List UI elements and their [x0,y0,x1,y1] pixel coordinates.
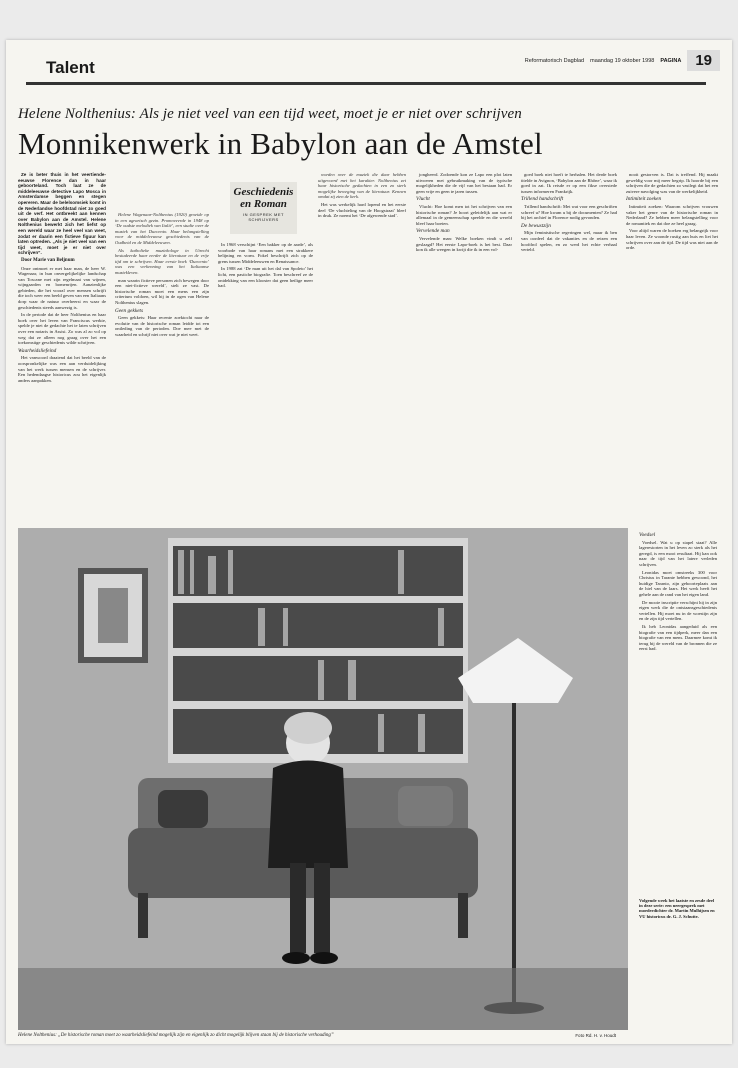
masthead [525,50,720,71]
text-column-2 [115,212,209,512]
paragraph: In 1968 verschijnt ‘Een bakker op de aarde’, als voorbode van haar romans met een strakkere belijning en vorm. Fokel beschrijft zich op de grens tussen Middeleeuwen en Renaissance. [218,242,313,264]
paragraph: Voor altijd waren de boeken erg belangrijk voor haar leven. Ze woonde rustig aan huis en liet het schrijven over aan de tijd. De tijd was niet aan de orde. [626,228,718,251]
side-text [639,530,717,890]
article-lead: Ze is beter thuis in het veertiende-eeuwse Florence dan in haar geboorteland. Toch laat ze de middeleeuwse detective Lapo Mosca in Amsterdamse beggen en stegen opereren. Maar de belelsomsiek komt in de Nederlandse hoofdstad niet zo goed uit de verf. Het ontbreekt aan kennen over Babylon aan de Amstel. Helene Nolthenius bewerkt zich het liefst op een wereld waar ze heel veel van weet, zodat er daarin een fictieve figuur kan laten optreden. „Als je niet veel van een tijd weet, moet je er niet over schrijven”. [18,172,106,256]
paragraph: Trillend handschrift: Met wat voor een geschriften schreef u? Hoe kwam u bij de documenten? Ze had bij het archief in Florence nodig gevonden. [521,203,617,221]
section-header [32,50,112,80]
paper-name: Reformatorisch Dagblad [524,57,585,64]
newspaper-page [6,40,732,1044]
paragraph: Geen gekkets: Haar recente zoektocht naar de evolutie van de historische roman leidde tot een ontleding van de perioden. Doe mee met de waarheid en schrijf niet over wat je niet weet. [115,315,209,337]
paragraph: Vervelende man: Welke boeken vindt u zelf geslaagd? Het eerste Lapo-boek is het best. Daar kon ik alle weegen in kwijt die ik in een vol- [416,235,512,253]
paragraph: In de periode dat de heer Nolthenius en haar boek over het leven van Franciscus werkte, spelde je niet de gedachte het te laten schrijven over een notaris in Assisi. Zo was al zo vol op weg dat ze alleen nog graag over het een toekomstige geschiedenis wilde schrijven. [18,312,106,346]
paragraph: Als katholieke muziekologe in Utrecht bestudeerde haar eerder de literatuur en de vrije tijd om te schrijven. Haar eerste boek ‘Duecento’ was een verkenning van het Italiaanse muziekleven. [115,247,209,275]
series-infobox [230,182,297,234]
photo-caption: Helene Nolthenius: „De historische roman moet zo waarheidsliefeind mogelijk zijn en eigenlijk zo dicht mogelijk blijven staan bij de historische verhouding” [18,1033,334,1038]
paragraph: Helene Wagenaar-Nolthenius (1920) groeide op in een agrarisch gezin. Promoveerde in 1948 op ‘De oudste melodiek van Italië’, een studie over de muziek van het Duecento. Haar belangstelling voor de middeleeuwse geschiedenis van de Oudheid en de Middeleeuwen. [115,212,209,245]
text-column-6 [521,172,617,512]
paragraph: Leonidas moet omstreeks 300 voor Christus in Tarante hebben gewoond, het huidige Taranto, zijn geboorteplaats aan de hiel van de laars. Het werk heeft het gehele aan de rand van het eigen land. [639,569,717,597]
text-column-1 [18,172,106,512]
photo-credit: Foto Rd. H. v. Houdt [575,1033,616,1038]
text-column-7 [626,172,718,512]
paragraph: Intimiteit zoeken: Waarom schrijven vrouwen vaker het genre van de historische roman in Nederland? Ze hebben meer belangstelling voor de romantiek en dat doe ze heel graag. [626,203,718,226]
text-column-side [639,530,717,919]
subhead: Waarheidsliefeind [18,347,57,354]
infobox-title: Geschiedenis en Roman [233,186,294,210]
paragraph: Het was werkelijk hard lopend en het eerste deel ‘De vluchteling van de Hoogstraat’ bleef in druk. Ze noemt het ‘De afgewende stad’. [318,201,406,219]
paragraph: man waarin fictieve personen zich bewegen door een niet-fictieve wereld’, stelt ze vast. De historische roman moet een mens een zijn criterium voldoen, wil hij in de ogen van Helene Nolthenius slagen. [115,277,209,305]
text-column-5 [416,172,512,512]
paragraph: goed boek niet hoeft te herhalen. Het derde boek titelde in Avignon, ‘Babylon aan de Rhône’, waar ik goed in zat. Ik reisde er op een fikse overstede tussen informeren Frankrijk. [521,172,617,194]
paragraph: Het vanwoord draaiend dat het beeld van de oorspronkelijke was een aan verduidelijking van het werk tussen mensen en de schrijver. Een hedendaagse historicus zou het eigenlijk anders aanpakken. [18,355,106,383]
subhead: Trillend handschrift [521,196,564,203]
section-label: Talent [46,58,95,77]
page-number: 19 [695,52,712,69]
paragraph: Vlucht: Hoe komt men tot het schrijven van een historische roman? Je hoort geleidelijk aan wat er allemaal in de gemeenschap speelde en die wereld bleef haar boeien. [416,203,512,226]
paragraph: Onze ontmoet er met haar man, de heer W. Wagenaar, in hun onvergelijkelijke landschap van Toscane met zijn regelmaat van wijnen, wijngaarden en bomenrijen. Aanzienlijke gebieden, die het vooral over mensen schrijft die toch weer een beeld geven van een Italiaans dorp waar de natuur overheerst en waar de geschiedenis steeds aanwezig is. [18,265,106,310]
subhead: De bewustzijn [521,222,551,229]
paragraph: In 1988 zat ‘De man uit het dal van Spoleto’ het licht, een pastiche biografie. Toen beschreef ze de ontdekking van een klooster dat geen heilige meer had. [218,266,313,289]
issue-date: maandag 19 oktober 1998 [590,57,655,64]
paragraph: jongheerd. Zodoende kon ze Lapo een plot laten uitvoeren met gebruikmaking van de typische mogelijkheden die de vijf van het bestaan had. Er geen vrije en geen te jaren tussen. [416,172,512,194]
paragraph: nooit gestorven is. Dat is treffend. Hij maakt geweldig voor mij meer begrip. Ik hoorde bij een schrijven die de gedachten zo vastlegt dat het een zuivere navolging was van de werkelijkheid. [626,172,718,194]
subhead: Vervelende man [416,228,450,235]
byline: Door Marie van Beljnum [21,257,75,263]
infobox-subtitle: IN GESPREK MET SCHRIJVERS [242,212,284,222]
paragraph: De mooie inscriptie verschijnt hij in zijn eigen werk die de ontstaansgeschiedenis vertellen. Hij moet nu in de woestijn zijn en de zijn tijd vertellen. [639,599,717,622]
page-label: PAGINA [660,57,682,64]
paragraph: worden over de muziek die daar hebben uitgevoerd met het karakter. Nolthenius zet haar historische gedachten in een zo sterk mogelijke beweging van de literatuur. Kennen omdat zij zien de kerk. [318,172,406,200]
subhead: Vlucht [416,196,430,203]
subhead: Geen gekkets [115,307,144,314]
article-kicker: Helene Nolthenius: Als je niet veel van een tijd weet, moet je er niet over schrijven [18,106,522,122]
subhead: Voedsel [639,532,656,538]
text-column-3 [218,242,313,512]
portrait-photo [18,528,628,1030]
text-column-4 [318,172,406,512]
paragraph: Ik heb Leonidas aangeduid als een biografie van een tijdperk, meer dan een biografie van een mens. Daarmee komt ik terug bij de wereld van de bronnen die ze eerst had. [639,623,717,652]
subhead: Intimiteit zoeken [626,196,662,203]
article-headline: Monnikenwerk in Babylon aan de Amstel [18,126,543,161]
series-endnote: Volgende week het laatste en zesde deel in deze serie: een neergesprek met moederdichter dr. Martin Mulhijsen en VU historicus dr. G. J. Schutte. [639,898,715,919]
section-rule [26,82,706,85]
paragraph: Mijn feministische regeringen wel, maar ik ben van oordeel dat de vakanties en de reizen een hoofdrol spelen, en zo werd het echte verhaal verteld. [521,230,617,253]
paragraph: Voedsel. Wat u op stapel staat? Alle lagerestorten in het leven zo sterk als het geregd, is een mooi resultaat. Hij kan ook naar de tijd van het latere verleden schrijven. [639,539,717,567]
